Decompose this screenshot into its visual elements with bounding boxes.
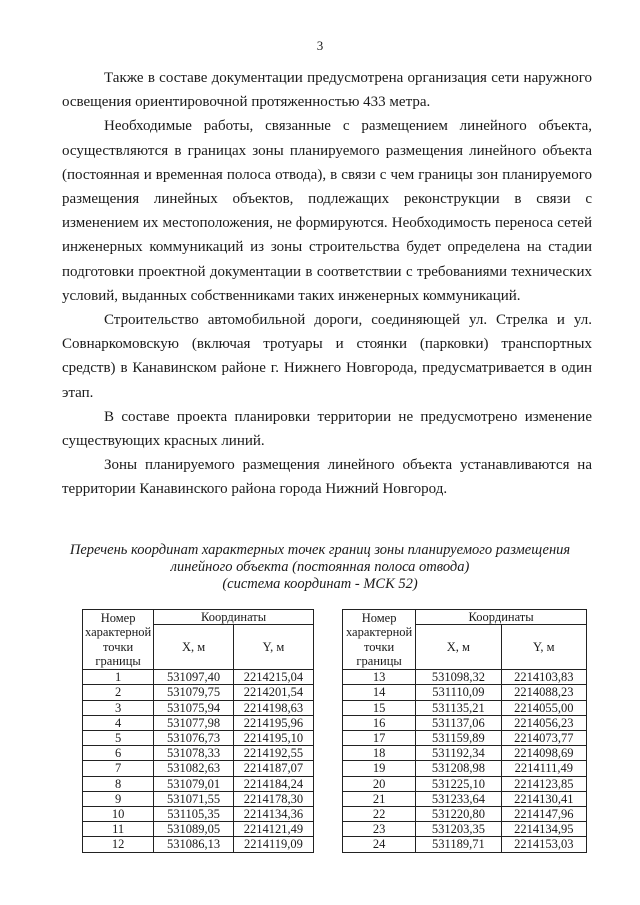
point-number-cell: 19 — [343, 761, 416, 776]
x-coordinate-cell: 531075,94 — [154, 700, 234, 715]
x-coordinate-cell: 531110,09 — [416, 685, 501, 700]
y-coordinate-cell: 2214098,69 — [501, 746, 586, 761]
point-number-cell: 15 — [343, 700, 416, 715]
table-row — [83, 746, 314, 761]
point-number-cell: 5 — [83, 731, 154, 746]
y-coordinate-cell: 2214184,24 — [233, 776, 313, 791]
x-coordinate-cell: 531079,01 — [154, 776, 234, 791]
point-number-cell: 16 — [343, 715, 416, 730]
table-row — [343, 746, 587, 761]
point-number-cell: 2 — [83, 685, 154, 700]
header-point-number: Номер характерной точки границы — [83, 610, 154, 670]
table-row — [343, 715, 587, 730]
x-coordinate-cell: 531089,05 — [154, 822, 234, 837]
point-number-cell: 18 — [343, 746, 416, 761]
point-number-cell: 13 — [343, 670, 416, 685]
table-row — [343, 761, 587, 776]
body-text — [62, 66, 592, 502]
caption-line-2: линейного объекта (постоянная полоса отвода) — [170, 559, 470, 575]
point-number-cell: 3 — [83, 700, 154, 715]
x-coordinate-cell: 531137,06 — [416, 715, 501, 730]
y-coordinate-cell: 2214123,85 — [501, 776, 586, 791]
y-coordinate-cell: 2214130,41 — [501, 791, 586, 806]
x-coordinate-cell: 531220,80 — [416, 807, 501, 822]
point-number-cell: 1 — [83, 670, 154, 685]
paragraph-lighting: Также в составе документации предусмотрена организация сети наружного освещения ориентировочной протяженностью 433 метра. — [62, 70, 592, 111]
x-coordinate-cell: 531159,89 — [416, 731, 501, 746]
point-number-cell: 24 — [343, 837, 416, 852]
header-coordinates: Координаты — [154, 610, 314, 625]
table-row — [343, 822, 587, 837]
table-caption — [40, 542, 600, 593]
y-coordinate-cell: 2214201,54 — [233, 685, 313, 700]
table-row — [343, 837, 587, 852]
header-y: Y, м — [501, 625, 586, 670]
y-coordinate-cell: 2214187,07 — [233, 761, 313, 776]
header-coordinates: Координаты — [416, 610, 587, 625]
point-number-cell: 21 — [343, 791, 416, 806]
point-number-cell: 7 — [83, 761, 154, 776]
x-coordinate-cell: 531076,73 — [154, 731, 234, 746]
x-coordinate-cell: 531082,63 — [154, 761, 234, 776]
point-number-cell: 8 — [83, 776, 154, 791]
x-coordinate-cell: 531208,98 — [416, 761, 501, 776]
header-point-number: Номер характерной точки границы — [343, 610, 416, 670]
x-coordinate-cell: 531098,32 — [416, 670, 501, 685]
table-row — [83, 807, 314, 822]
header-x: X, м — [154, 625, 234, 670]
x-coordinate-cell: 531071,55 — [154, 791, 234, 806]
point-number-cell: 12 — [83, 837, 154, 852]
paragraph-construction: Строительство автомобильной дороги, соединяющей ул. Стрелка и ул. Совнаркомовскую (включая тротуары и стоянки (парковки) транспортных средств) в Канавинском районе г. Нижнего Новгорода, предусматривается в один этап. — [62, 312, 592, 401]
y-coordinate-cell: 2214215,04 — [233, 670, 313, 685]
table-row — [83, 715, 314, 730]
table-row — [343, 670, 587, 685]
y-coordinate-cell: 2214134,95 — [501, 822, 586, 837]
y-coordinate-cell: 2214088,23 — [501, 685, 586, 700]
x-coordinate-cell: 531135,21 — [416, 700, 501, 715]
caption-line-3: (система координат - МСК 52) — [222, 576, 418, 592]
x-coordinate-cell: 531105,35 — [154, 807, 234, 822]
point-number-cell: 10 — [83, 807, 154, 822]
table-row — [83, 700, 314, 715]
table-row — [343, 807, 587, 822]
table-right-body — [343, 670, 587, 852]
header-y: Y, м — [233, 625, 313, 670]
paragraph-red-lines: В составе проекта планировки территории не предусмотрено изменение существующих красных линий. — [62, 408, 592, 450]
table-row — [83, 776, 314, 791]
y-coordinate-cell: 2214111,49 — [501, 761, 586, 776]
paragraph-works: Необходимые работы, связанные с размещением линейного объекта, осуществляются в границах зоны планируемого размещения линейного объекта (постоянная и временная полоса отвода), в связи с чем границы зон планируемого размещения линейных объектов, подлежащих реконструкции в связи с изменением их местоположения, не формируются. Необходимость переноса сетей инженерных коммуникаций из зоны строительства будет определена на стадии подготовки проектной документации в соответствии с требованиями технических условий, выданных собственниками таких инженерных коммуникаций. — [62, 118, 592, 304]
table-row — [83, 670, 314, 685]
table-row — [83, 791, 314, 806]
caption-line-1: Перечень координат характерных точек границ зоны планируемого размещения — [69, 542, 571, 558]
x-coordinate-cell: 531189,71 — [416, 837, 501, 852]
y-coordinate-cell: 2214134,36 — [233, 807, 313, 822]
point-number-cell: 11 — [83, 822, 154, 837]
page-number: 3 — [316, 38, 324, 53]
y-coordinate-cell: 2214192,55 — [233, 746, 313, 761]
y-coordinate-cell: 2214195,96 — [233, 715, 313, 730]
x-coordinate-cell: 531077,98 — [154, 715, 234, 730]
point-number-cell: 4 — [83, 715, 154, 730]
table-row — [343, 791, 587, 806]
y-coordinate-cell: 2214119,09 — [233, 837, 313, 852]
y-coordinate-cell: 2214153,03 — [501, 837, 586, 852]
table-row — [343, 685, 587, 700]
x-coordinate-cell: 531086,13 — [154, 837, 234, 852]
x-coordinate-cell: 531097,40 — [154, 670, 234, 685]
y-coordinate-cell: 2214121,49 — [233, 822, 313, 837]
y-coordinate-cell: 2214147,96 — [501, 807, 586, 822]
point-number-cell: 22 — [343, 807, 416, 822]
x-coordinate-cell: 531203,35 — [416, 822, 501, 837]
paragraph-zones: Зоны планируемого размещения линейного объекта устанавливаются на территории Канавинского района города Нижний Новгород. — [62, 457, 592, 498]
point-number-cell: 9 — [83, 791, 154, 806]
table-row — [343, 700, 587, 715]
point-number-cell: 23 — [343, 822, 416, 837]
x-coordinate-cell: 531079,75 — [154, 685, 234, 700]
table-row — [83, 731, 314, 746]
x-coordinate-cell: 531233,64 — [416, 791, 501, 806]
y-coordinate-cell: 2214178,30 — [233, 791, 313, 806]
table-row — [83, 761, 314, 776]
table-row — [83, 837, 314, 852]
y-coordinate-cell: 2214055,00 — [501, 700, 586, 715]
table-row — [343, 776, 587, 791]
header-x: X, м — [416, 625, 501, 670]
point-number-cell: 14 — [343, 685, 416, 700]
x-coordinate-cell: 531192,34 — [416, 746, 501, 761]
y-coordinate-cell: 2214103,83 — [501, 670, 586, 685]
table-row — [83, 685, 314, 700]
point-number-cell: 17 — [343, 731, 416, 746]
table-row — [343, 731, 587, 746]
y-coordinate-cell: 2214195,10 — [233, 731, 313, 746]
point-number-cell: 6 — [83, 746, 154, 761]
y-coordinate-cell: 2214056,23 — [501, 715, 586, 730]
y-coordinate-cell: 2214073,77 — [501, 731, 586, 746]
coordinates-table-left — [82, 609, 314, 853]
table-row — [83, 822, 314, 837]
x-coordinate-cell: 531078,33 — [154, 746, 234, 761]
y-coordinate-cell: 2214198,63 — [233, 700, 313, 715]
table-left-body — [83, 670, 314, 852]
coordinates-table-right — [342, 609, 587, 853]
x-coordinate-cell: 531225,10 — [416, 776, 501, 791]
point-number-cell: 20 — [343, 776, 416, 791]
